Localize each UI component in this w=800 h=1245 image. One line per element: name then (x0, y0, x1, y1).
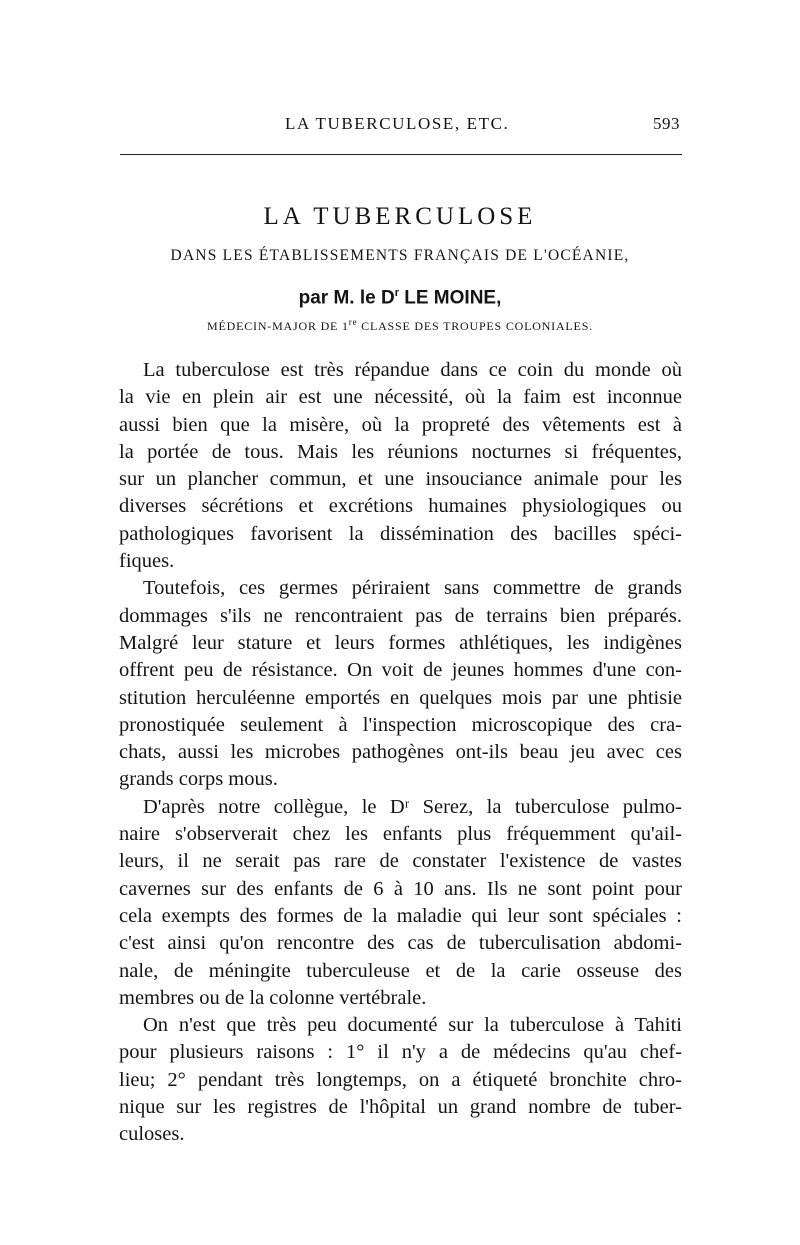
text-line: pour plusieurs raisons : 1° il n'y a de médecins qu'au chef- (119, 1041, 682, 1064)
text-line: sur un plancher commun, et une insouciance animale pour les (119, 468, 682, 491)
byline-prefix: par M. le D (298, 287, 395, 309)
text-line: Malgré leur stature et leurs formes athlétiques, les indigènes (119, 631, 682, 654)
affiliation-suffix: CLASSE DES TROUPES COLONIALES. (357, 319, 593, 333)
text-line: diverses sécrétions et excrétions humaines physiologiques ou (119, 495, 682, 518)
page-number: 593 (653, 114, 680, 133)
text-line: culoses. (119, 1123, 185, 1146)
paragraph-4 (119, 1012, 682, 1148)
text-line: D'après notre collègue, le Dʳ Serez, la tuberculose pulmo- (143, 795, 682, 818)
header-rule (120, 154, 682, 155)
text-line: stitution herculéenne emportés en quelques mois par une phtisie (119, 686, 682, 709)
article-body (119, 357, 682, 1149)
text-line: aussi bien que la misère, où la propreté des vêtements est à (119, 413, 682, 436)
text-line: Toutefois, ces germes périraient sans commettre de grands (143, 577, 682, 600)
article-title: LA TUBERCULOSE (263, 203, 537, 230)
text-line: c'est ainsi qu'on rencontre des cas de tuberculisation abdomi- (119, 932, 682, 955)
running-title: LA TUBERCULOSE, ETC. (285, 114, 510, 133)
text-line: nique sur les registres de l'hôpital un grand nombre de tuber- (119, 1096, 682, 1119)
text-line: On n'est que très peu documenté sur la tuberculose à Tahiti (143, 1014, 682, 1037)
byline-author: LE MOINE, (398, 287, 502, 309)
text-line: chats, aussi les microbes pathogènes ont-ils beau jeu avec ces (119, 741, 682, 764)
text-line: naire s'observerait chez les enfants plus fréquemment qu'ail- (119, 823, 682, 846)
article-subtitle: DANS LES ÉTABLISSEMENTS FRANÇAIS DE L'OCÉANIE, (170, 247, 630, 264)
paragraph-2 (119, 575, 682, 793)
running-head (120, 114, 680, 142)
text-line: grands corps mous. (119, 768, 278, 791)
text-line: offrent peu de résistance. On voit de jeunes hommes d'une con- (119, 659, 682, 682)
text-line: lieu; 2° pendant très longtemps, on a étiqueté bronchite chro- (119, 1068, 682, 1091)
text-line: fiques. (119, 550, 175, 573)
text-line: la portée de tous. Mais les réunions nocturnes si fréquentes, (119, 440, 682, 463)
text-line: cavernes sur des enfants de 6 à 10 ans. Ils ne sont point pour (119, 877, 682, 900)
text-line: dommages s'ils ne rencontraient pas de terrains bien préparés. (119, 604, 682, 627)
author-affiliation (0, 317, 800, 334)
paragraph-1 (119, 357, 682, 575)
text-line: la vie en plein air est une nécessité, où la faim est inconnue (119, 386, 682, 409)
text-line: cela exempts des formes de la maladie qui leur sont spéciales : (119, 904, 682, 927)
byline (0, 287, 800, 309)
text-line: membres ou de la colonne vertébrale. (119, 986, 427, 1009)
text-line: pathologiques favorisent la dissémination des bacilles spéci- (119, 522, 682, 545)
text-line: leurs, il ne serait pas rare de constater l'existence de vastes (119, 850, 682, 873)
text-line: nale, de méningite tuberculeuse et de la carie osseuse des (119, 959, 682, 982)
affiliation-superscript: re (348, 317, 358, 327)
affiliation-prefix: MÉDECIN-MAJOR DE 1 (207, 319, 349, 333)
byline-superscript: r (394, 287, 399, 299)
text-line: pronostiquée seulement à l'inspection microscopique des cra- (119, 713, 682, 736)
text-line: La tuberculose est très répandue dans ce coin du monde où (143, 359, 682, 381)
paragraph-3 (119, 794, 682, 1012)
